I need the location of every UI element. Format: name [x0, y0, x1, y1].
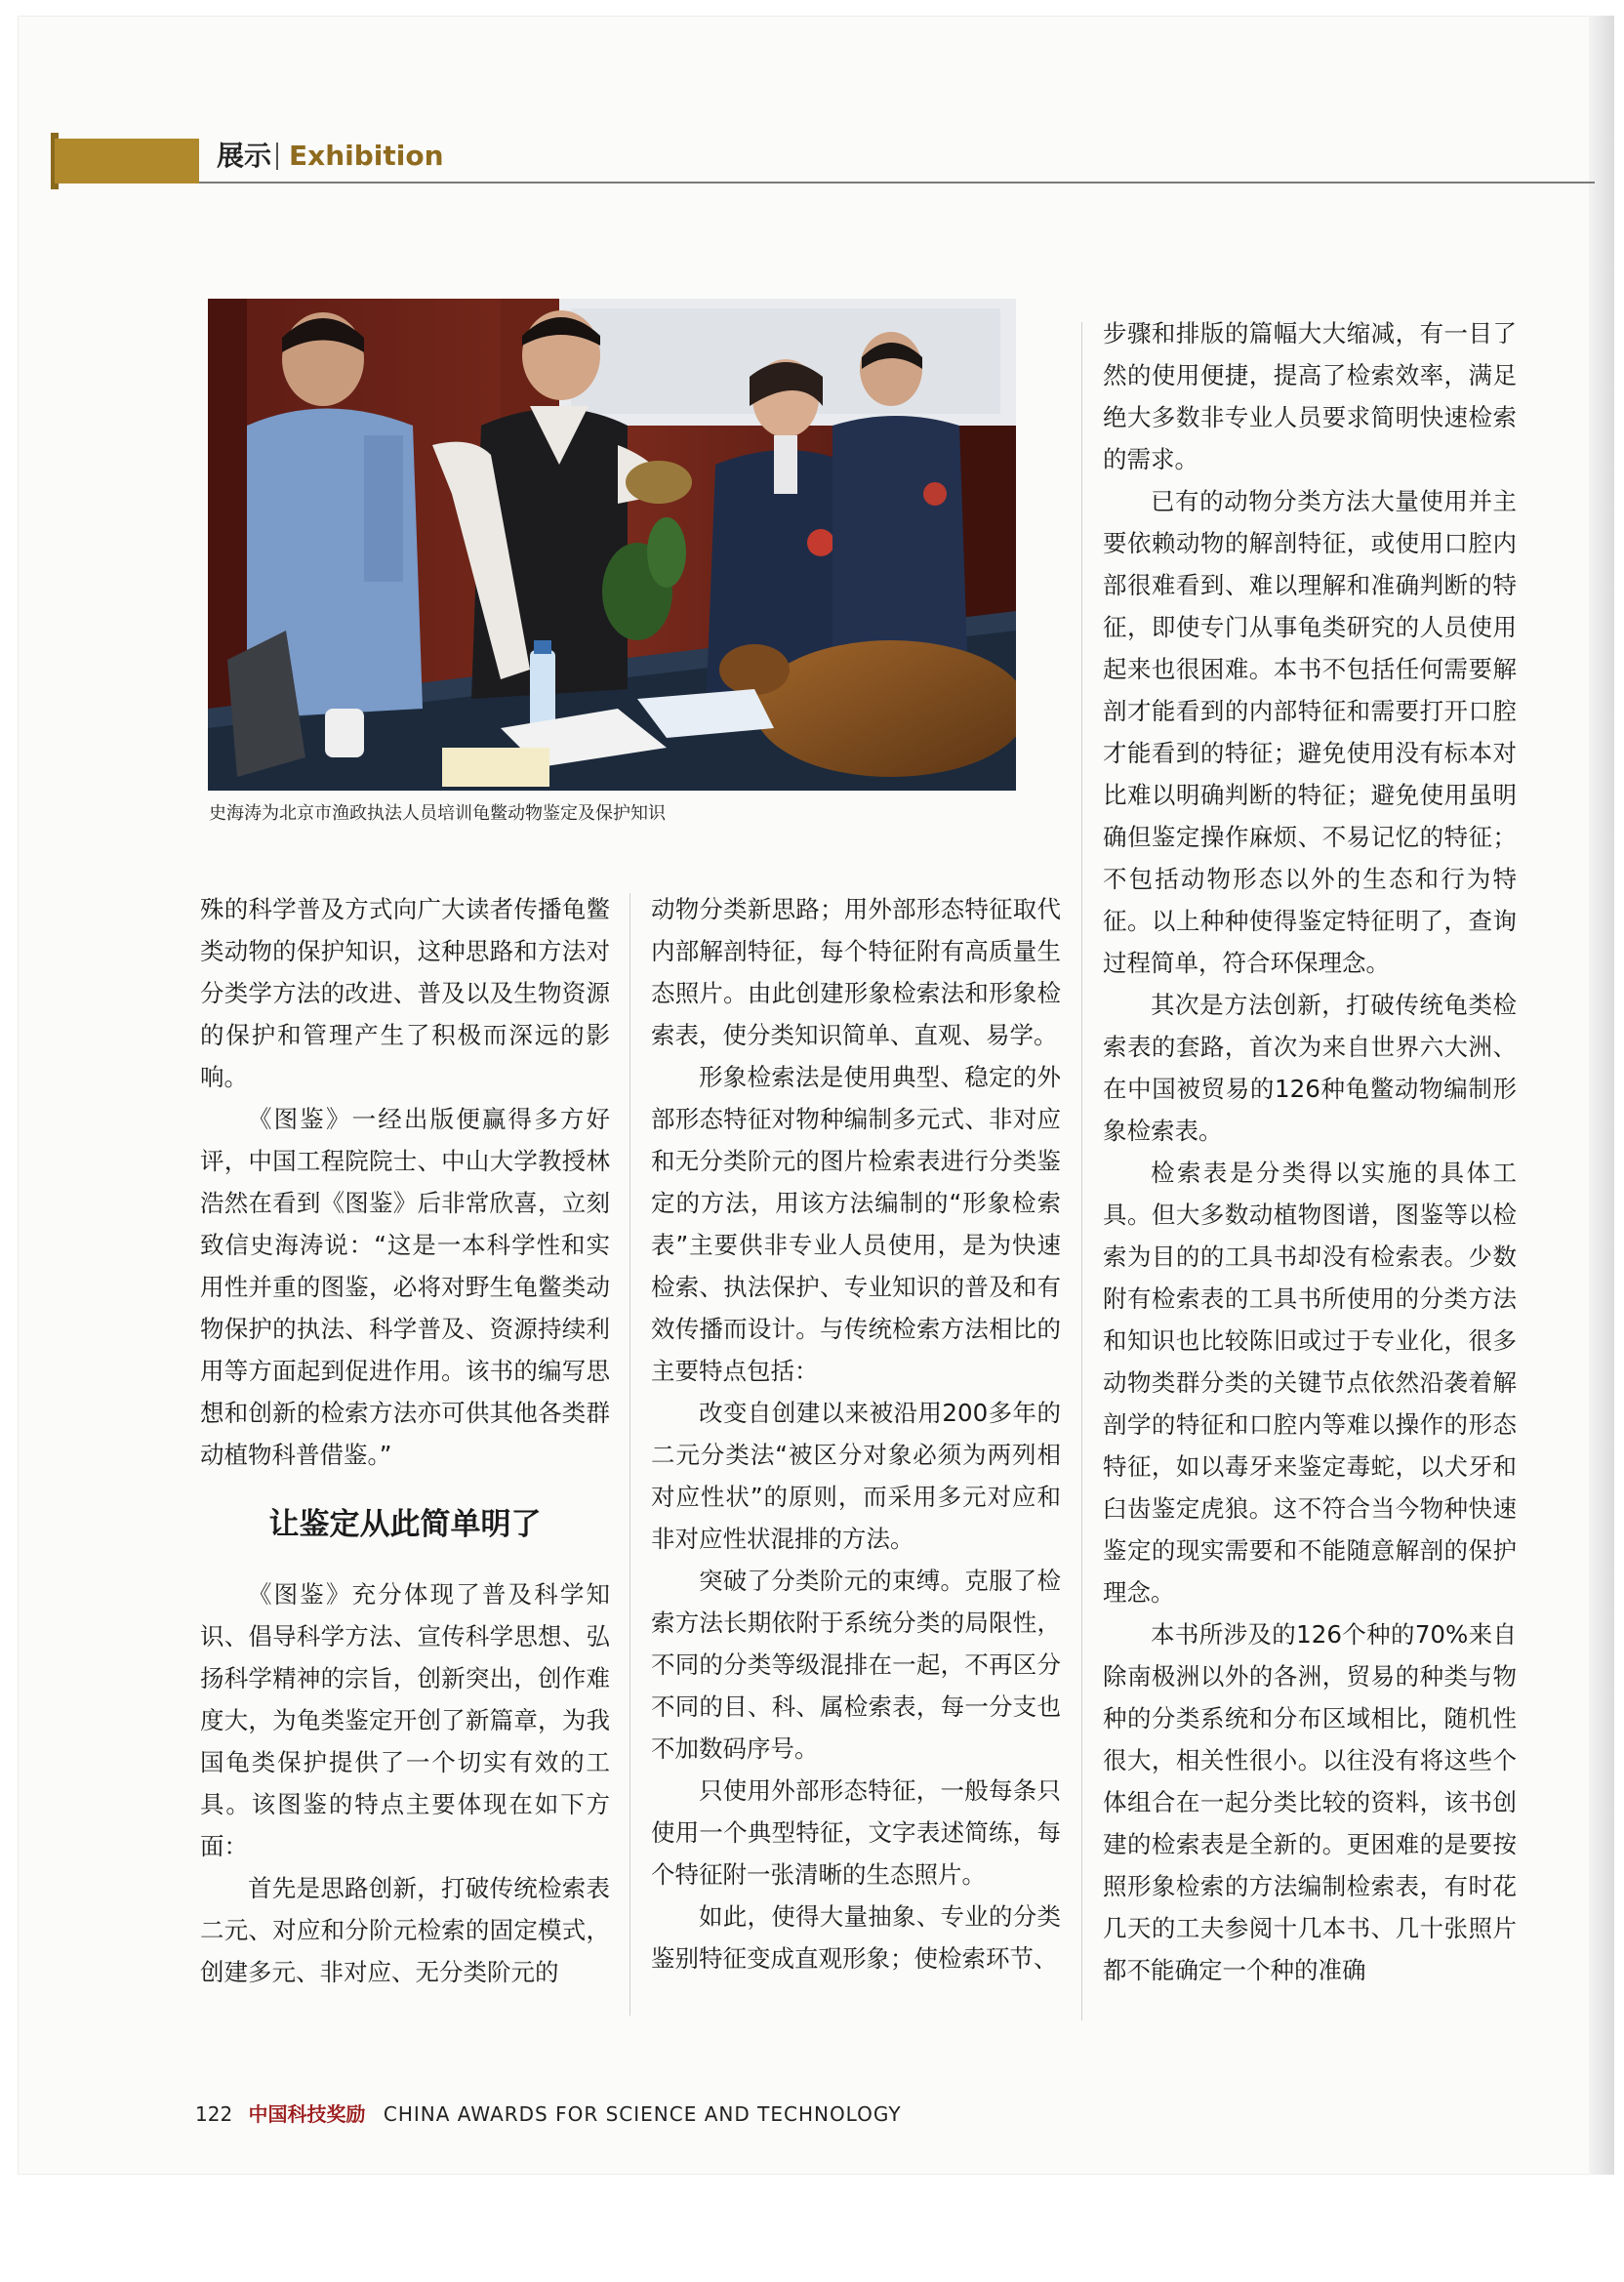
- header-accent-bar: [55, 139, 199, 183]
- mid-paragraph-6: 如此，使得大量抽象、专业的分类鉴别特征变成直观形象；使检索环节、: [651, 1902, 1061, 1973]
- page-spine: [1589, 16, 1614, 2175]
- column-divider-1: [629, 893, 630, 2016]
- left-paragraph-3: 《图鉴》充分体现了普及科学知识、倡导科学方法、宣传科学思想、弘扬科学精神的宗旨，创新突出，创作难度大，为龟类鉴定开创了新篇章，为我国龟类保护提供了一个切实有效的工具。该图鉴的特点主要体现在如下方面：: [200, 1580, 610, 1860]
- mid-paragraph-3: 改变自创建以来被沿用200多年的二元分类法“被区分对象必须为两列相对应性状”的原则，而采用多元对应和非对应性状混排的方法。: [651, 1399, 1061, 1553]
- page-number: 122: [195, 2102, 233, 2126]
- section-separator: [276, 143, 278, 170]
- page-footer: [195, 2101, 902, 2127]
- section-label-en: Exhibition: [289, 140, 444, 172]
- left-paragraph-4: 首先是思路创新，打破传统检索表二元、对应和分阶元检索的固定模式，创建多元、非对应、无分类阶元的: [200, 1874, 610, 1986]
- mid-paragraph-5: 只使用外部形态特征，一般每条只使用一个典型特征，文字表述简练，每个特征附一张清晰的生态照片。: [651, 1776, 1061, 1889]
- photo-caption: 史海涛为北京市渔政执法人员培训龟鳖动物鉴定及保护知识: [209, 803, 666, 824]
- right-paragraph-4: 检索表是分类得以实施的具体工具。但大多数动植物图谱，图鉴等以检索为目的的工具书却没有检索表。少数附有检索表的工具书所使用的分类方法和知识也比较陈旧或过于专业化，很多动物类群分类的关键节点依然沿袭着解剖学的特征和口腔内等难以操作的形态特征，如以毒牙来鉴定毒蛇，以犬牙和臼齿鉴定虎狼。这不符合当今物种快速鉴定的现实需要和不能随意解剖的保护理念。: [1103, 1159, 1517, 1607]
- right-paragraph-2: 已有的动物分类方法大量使用并主要依赖动物的解剖特征，或使用口腔内部很难看到、难以理解和准确判断的特征，即使专门从事龟类研究的人员使用起来也很困难。本书不包括任何需要解剖才能看到的内部特征和需要打开口腔才能看到的特征；避免使用没有标本对比难以明确判断的特征；避免使用虽明确但鉴定操作麻烦、不易记忆的特征；不包括动物形态以外的生态和行为特征。以上种种使得鉴定特征明了，查询过程简单，符合环保理念。: [1103, 487, 1517, 977]
- mid-paragraph-1: 动物分类新思路；用外部形态特征取代内部解剖特征，每个特征附有高质量生态照片。由此创建形象检索法和形象检索表，使分类知识简单、直观、易学。: [651, 895, 1061, 1049]
- right-paragraph-3: 其次是方法创新，打破传统龟类检索表的套路，首次为来自世界六大洲、在中国被贸易的126种龟鳖动物编制形象检索表。: [1103, 991, 1517, 1145]
- section-label-cn: 展示: [217, 140, 272, 172]
- left-column: [200, 888, 610, 1993]
- photo-training-session-icon: [208, 299, 1016, 791]
- column-divider-2: [1081, 322, 1082, 2020]
- right-paragraph-1: 步骤和排版的篇幅大大缩减，有一目了然的使用便捷，提高了检索效率，满足绝大多数非专业人员要求简明快速检索的需求。: [1103, 319, 1517, 473]
- header-rule: [199, 182, 1595, 183]
- right-paragraph-5: 本书所涉及的126个种的70%来自除南极洲以外的各洲，贸易的种类与物种的分类系统和分布区域相比，随机性很大，相关性很小。以往没有将这些个体组合在一起分类比较的资料，该书创建的检索表是全新的。更困难的是要按照形象检索的方法编制检索表，有时花几天的工夫参阅十几本书、几十张照片都不能确定一个种的准确: [1103, 1620, 1517, 1984]
- left-paragraph-1: 殊的科学普及方式向广大读者传播龟鳖类动物的保护知识，这种思路和方法对分类学方法的改进、普及以及生物资源的保护和管理产生了积极而深远的影响。: [200, 895, 610, 1091]
- training-photo: [208, 299, 1016, 791]
- mid-paragraph-4: 突破了分类阶元的束缚。克服了检索方法长期依附于系统分类的局限性，不同的分类等级混排在一起，不再区分不同的目、科、属检索表，每一分支也不加数码序号。: [651, 1567, 1061, 1763]
- magazine-name-cn: 中国科技奖励: [248, 2102, 366, 2126]
- magazine-name-en: CHINA AWARDS FOR SCIENCE AND TECHNOLOGY: [383, 2102, 902, 2126]
- right-column: [1103, 312, 1517, 1991]
- middle-column: [651, 888, 1061, 1979]
- left-paragraph-2: 《图鉴》一经出版便赢得多方好评，中国工程院院士、中山大学教授林浩然在看到《图鉴》后非常欣喜，立刻致信史海涛说：“这是一本科学性和实用性并重的图鉴，必将对野生龟鳖类动物保护的执法、科学普及、资源持续利用等方面起到促进作用。该书的编写思想和创新的检索方法亦可供其他各类群动植物科普借鉴。”: [200, 1105, 610, 1469]
- section-subheading: 让鉴定从此简单明了: [268, 1507, 542, 1542]
- mid-paragraph-2: 形象检索法是使用典型、稳定的外部形态特征对物种编制多元式、非对应和无分类阶元的图片检索表进行分类鉴定的方法，用该方法编制的“形象检索表”主要供非专业人员使用，是为快速检索、执法保护、专业知识的普及和有效传播而设计。与传统检索方法相比的主要特点包括：: [651, 1063, 1061, 1385]
